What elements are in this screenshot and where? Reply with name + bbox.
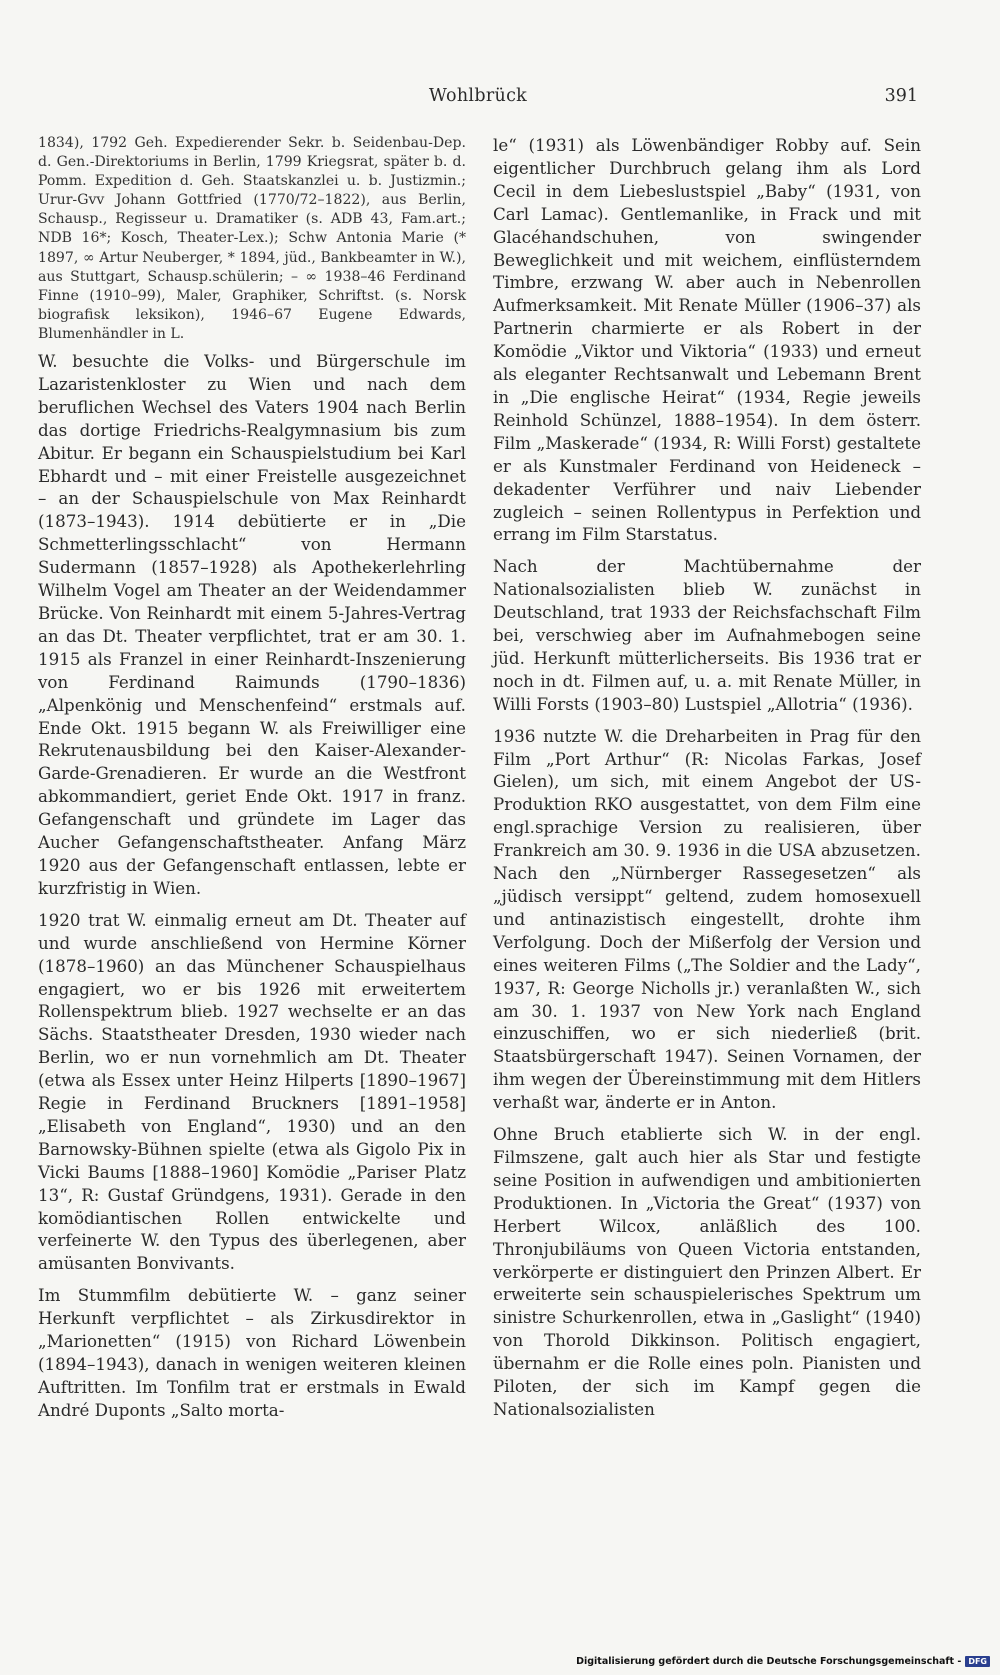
body-paragraph: Ohne Bruch etablierte sich W. in der engl. Filmszene, galt auch hier als Star und festigte seine Position in aufwendigen und ambitionierten Produktionen. In „Victoria the Great“ (1937) von Herbert Wilcox, anläßlich des 100. Thronjubiläums von Queen Victoria entstanden, verkörperte er distinguiert den Prinzen Albert. Er erweiterte sein schauspielerisches Spektrum um sinistre Schurkenrollen, etwa in „Gaslight“ (1940) von Thorold Dikkinson. Politisch engagiert, übernahm er die Rolle eines poln. Pianisten und Piloten, der sich im Kampf gegen die Nationalsozialisten [493, 1124, 921, 1419]
left-column [38, 134, 466, 1431]
body-paragraph: W. besuchte die Volks- und Bürgerschule im Lazaristenkloster zu Wien und nach dem beruflichen Wechsel des Vaters 1904 nach Berlin das dortige Friedrichs-Realgymnasium bis zum Abitur. Er begann ein Schauspielstudium bei Karl Ebhardt und – mit einer Freistelle ausgezeichnet – an der Schauspielschule von Max Reinhardt (1873–1943). 1914 debütierte er in „Die Schmetterlingsschlacht“ von Hermann Sudermann (1857–1928) als Apothekerlehrling Wilhelm Vogel am Theater an der Weidendammer Brücke. Von Reinhardt mit einem 5-Jahres-Vertrag an das Dt. Theater verpflichtet, trat er am 30. 1. 1915 als Franzel in einer Reinhardt-Inszenierung von Ferdinand Raimunds (1790–1836) „Alpenkönig und Menschenfeind“ erstmals auf. Ende Okt. 1915 begann W. als Freiwilliger eine Rekrutenausbildung bei den Kaiser-Alexander-Garde-Grenadieren. Er wurde an die Westfront abkommandiert, geriet Ende Okt. 1917 in franz. Gefangenschaft und gründete im Lager das Aucher Gefangenschaftstheater. Anfang März 1920 aus der Gefangenschaft entlassen, lebte er kurzfristig in Wien. [38, 351, 466, 898]
dfg-logo: DFG [965, 1656, 990, 1667]
genealogy-paragraph: 1834), 1792 Geh. Expedierender Sekr. b. Seidenbau-Dep. d. Gen.-Direktoriums in Berlin, 1799 Kriegsrat, später b. d. Pomm. Expedition d. Geh. Staatskanzlei u. b. Justizmin.; Urur-Gvv Johann Gottfried (1770/72–1822), aus Berlin, Schausp., Regisseur u. Dramatiker (s. ADB 43, Fam.art.; NDB 16*; Kosch, Theater-Lex.); Schw Antonia Marie (* 1897, ∞ Artur Neuberger, * 1894, jüd., Bankbeamter in W.), aus Stuttgart, Schausp.schülerin; – ∞ 1938–46 Ferdinand Finne (1910–99), Maler, Graphiker, Schriftst. (s. Norsk biografisk leksikon), 1946–67 Eugene Edwards, Blumenhändler in L. [38, 135, 466, 342]
right-column [493, 134, 921, 1430]
page-number: 391 [884, 86, 918, 106]
body-paragraph: Im Stummfilm debütierte W. – ganz seiner Herkunft verpflichtet – als Zirkusdirektor in „Marionetten“ (1915) von Richard Löwenbein (1894–1943), danach in wenigen weiteren kleinen Auftritten. Im Tonfilm trat er erstmals in Ewald André Duponts „Salto morta- [38, 1285, 466, 1420]
running-title: Wohlbrück [428, 86, 528, 106]
body-paragraph: Nach der Machtübernahme der Nationalsozialisten blieb W. zunächst in Deutschland, trat 1933 der Reichsfachschaft Film bei, verschwieg aber im Aufnahmebogen seine jüd. Herkunft mütterlicherseits. Bis 1936 trat er noch in dt. Filmen auf, u. a. mit Renate Müller, in Willi Forsts (1903–80) Lustspiel „Allotria“ (1936). [493, 556, 921, 714]
digitization-footer [576, 1656, 990, 1667]
page-header [38, 86, 918, 110]
body-paragraph: 1920 trat W. einmalig erneut am Dt. Theater auf und wurde anschließend von Hermine Körner (1878–1960) an das Münchener Schauspielhaus engagiert, wo er bis 1926 mit erweitertem Rollenspektrum blieb. 1927 wechselte er an das Sächs. Staatstheater Dresden, 1930 wieder nach Berlin, wo er nun vornehmlich am Dt. Theater (etwa als Essex unter Heinz Hilperts [1890–1967] Regie in Ferdinand Bruckners [1891–1958] „Elisabeth von England“, 1930) und an den Barnowsky-Bühnen spielte (etwa als Gigolo Pix in Vicki Baums [1888–1960] Komödie „Pariser Platz 13“, R: Gustaf Gründgens, 1931). Gerade in den komödiantischen Rollen entwickelte und verfeinerte W. den Typus des überlegenen, aber amüsanten Bonvivants. [38, 909, 466, 1274]
body-paragraph: le“ (1931) als Löwenbändiger Robby auf. Sein eigentlicher Durchbruch gelang ihm als Lord Cecil in dem Liebeslustspiel „Baby“ (1931, von Carl Lamac). Gentlemanlike, in Frack und mit Glacéhandschuhen, von swingender Beweglichkeit und mit weichem, einflüsterndem Timbre, erzwang W. aber auch in Nebenrollen Aufmerksamkeit. Mit Renate Müller (1906–37) als Partnerin charmierte er als Robert in der Komödie „Viktor und Viktoria“ (1933) und erneut als eleganter Rechtsanwalt und Lebemann Brent in „Die englische Heirat“ (1934, Regie jeweils Reinhold Schünzel, 1888–1954). In dem österr. Film „Maskerade“ (1934, R: Willi Forst) gestaltete er als Kunstmaler Ferdinand von Heideneck – dekadenter Verführer und naiv Liebender zugleich – seinen Rollentypus in Perfektion und errang im Film Starstatus. [493, 135, 921, 545]
footer-credit: Digitalisierung gefördert durch die Deutsche Forschungsgemeinschaft - [576, 1656, 962, 1667]
body-paragraph: 1936 nutzte W. die Dreharbeiten in Prag für den Film „Port Arthur“ (R: Nicolas Farkas, Josef Gielen), um sich, mit einem Angebot der US-Produktion RKO ausgestattet, von dem Film eine engl.sprachige Version zu realisieren, über Frankreich am 30. 9. 1936 in die USA abzusetzen. Nach den „Nürnberger Rassegesetzen“ als „jüdisch versippt“ geltend, zudem homosexuell und antinazistisch eingestellt, drohte ihm Verfolgung. Doch der Mißerfolg der Version und eines weiteren Films („The Soldier and the Lady“, 1937, R: George Nicholls jr.) veranlaßten W., sich am 30. 1. 1937 von New York nach England einzuschiffen, wo er sich niederließ (brit. Staatsbürgerschaft 1947). Seinen Vornamen, der ihm wegen der Übereinstimmung mit dem Hitlers verhaßt war, änderte er in Anton. [493, 725, 921, 1113]
